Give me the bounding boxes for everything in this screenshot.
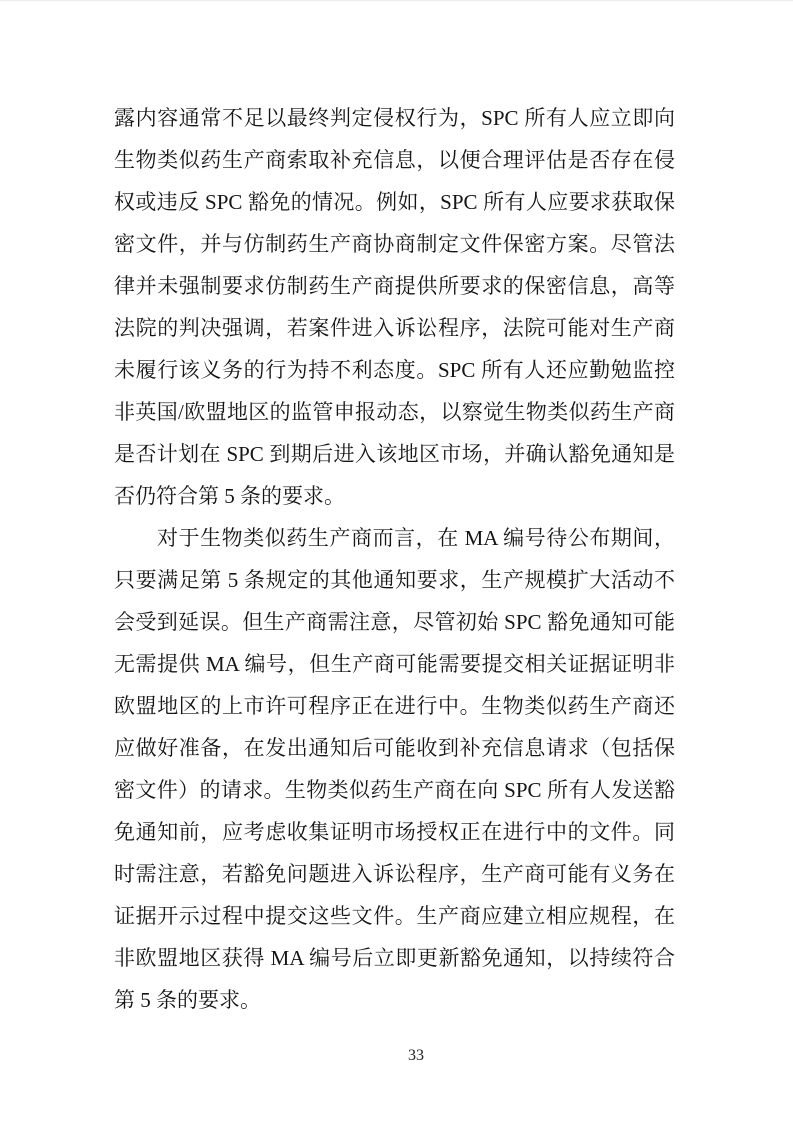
text-line: 时需注意，若豁免问题进入诉讼程序，生产商可能有义务在 — [114, 862, 675, 886]
text-line: 欧盟地区的上市许可程序正在进行中。生物类似药生产商还 — [114, 694, 675, 718]
text-line: 是否计划在 SPC 到期后进入该地区市场，并确认豁免通知是 — [114, 442, 675, 466]
body-text — [114, 97, 675, 1021]
page-number: 33 — [408, 1047, 424, 1064]
text-line: 第 5 条的要求。 — [114, 988, 261, 1012]
text-line: 未履行该义务的行为持不利态度。SPC 所有人还应勤勉监控 — [114, 358, 675, 382]
text-line: 对于生物类似药生产商而言，在 MA 编号待公布期间， — [157, 526, 675, 550]
text-line: 生物类似药生产商索取补充信息，以便合理评估是否存在侵 — [114, 148, 675, 172]
text-line: 证据开示过程中提交这些文件。生产商应建立相应规程，在 — [114, 904, 675, 928]
text-line: 权或违反 SPC 豁免的情况。例如，SPC 所有人应要求获取保 — [114, 190, 675, 214]
text-line: 律并未强制要求仿制药生产商提供所要求的保密信息，高等 — [114, 274, 675, 298]
text-line: 只要满足第 5 条规定的其他通知要求，生产规模扩大活动不 — [114, 568, 675, 592]
text-line: 密文件）的请求。生物类似药生产商在向 SPC 所有人发送豁 — [114, 778, 675, 802]
text-line: 否仍符合第 5 条的要求。 — [114, 484, 345, 508]
text-line: 免通知前，应考虑收集证明市场授权正在进行中的文件。同 — [114, 820, 675, 844]
text-line: 会受到延误。但生产商需注意，尽管初始 SPC 豁免通知可能 — [114, 610, 675, 634]
text-line: 非英国/欧盟地区的监管申报动态，以察觉生物类似药生产商 — [114, 400, 675, 424]
text-line: 无需提供 MA 编号，但生产商可能需要提交相关证据证明非 — [114, 652, 675, 676]
text-line: 露内容通常不足以最终判定侵权行为，SPC 所有人应立即向 — [114, 106, 675, 130]
paragraph-1 — [114, 97, 675, 517]
text-line: 法院的判决强调，若案件进入诉讼程序，法院可能对生产商 — [114, 316, 675, 340]
text-line: 应做好准备，在发出通知后可能收到补充信息请求（包括保 — [114, 736, 675, 760]
text-line: 密文件，并与仿制药生产商协商制定文件保密方案。尽管法 — [114, 232, 675, 256]
paragraph-2 — [114, 517, 675, 1021]
text-line: 非欧盟地区获得 MA 编号后立即更新豁免通知，以持续符合 — [114, 946, 675, 970]
